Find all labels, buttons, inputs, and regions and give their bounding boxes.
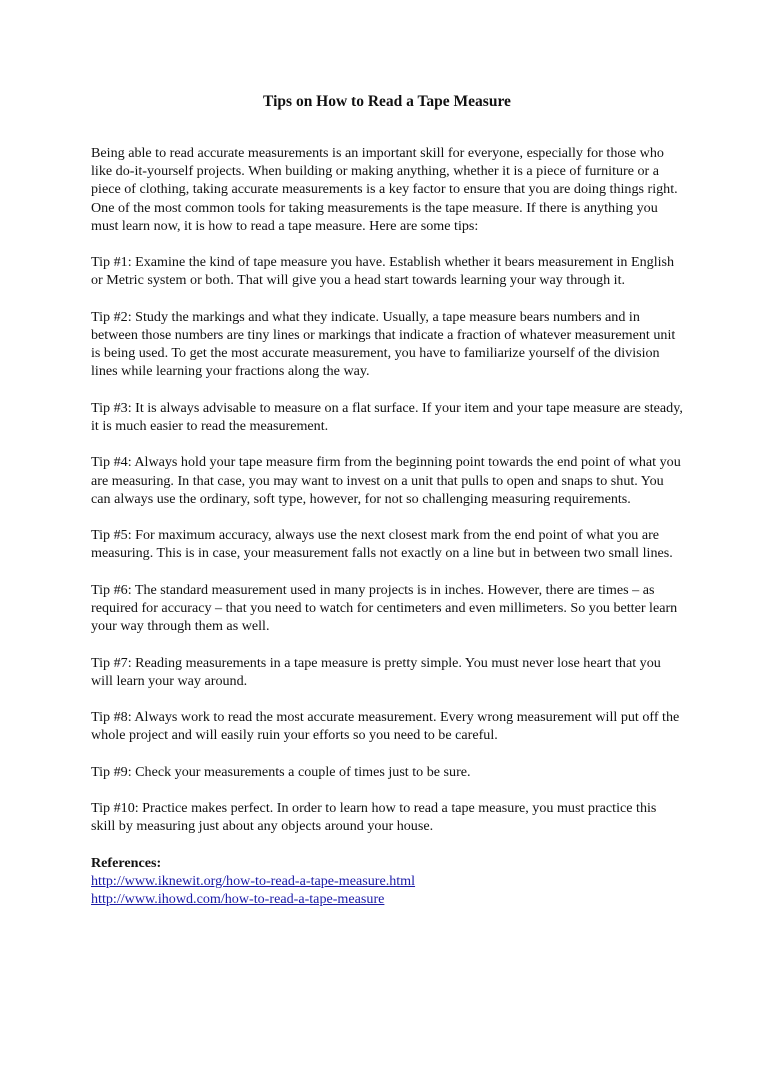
tip-9-paragraph: Tip #9: Check your measurements a couple of times just to be sure.	[91, 763, 471, 780]
tip-10-paragraph: Tip #10: Practice makes perfect. In order to learn how to read a tape measure, you must practice this skill by measuring just about any objects around your house.	[91, 800, 657, 835]
document-page	[91, 92, 683, 908]
tip-6-paragraph: Tip #6: The standard measurement used in many projects is in inches. However, there are times – as required for accuracy – that you need to watch for centimeters and even millimeters. So you better learn your way through them as well.	[91, 581, 678, 635]
tip-4-paragraph: Tip #4: Always hold your tape measure firm from the beginning point towards the end point of what you are measuring. In that case, you may want to invest on a unit that pulls to open and snaps to shut. You can always use the ordinary, soft type, however, for not so challenging measuring requirements.	[91, 454, 681, 507]
tip-2-paragraph: Tip #2: Study the markings and what they indicate. Usually, a tape measure bears numbers and in between those numbers are tiny lines or markings that indicate a fraction of whatever measurement unit is being used. To get the most accurate measurement, you have to familiarize yourself of the division lines while learning your fractions along the way.	[91, 308, 676, 380]
intro-paragraph: Being able to read accurate measurements is an important skill for everyone, especially for those who like do-it-yourself projects. When building or making anything, whether it is a piece of furniture or a piece of clothing, taking accurate measurements is a key factor to ensure that you are doing things right. One of the most common tools for taking measurements is the tape measure. If there is anything you must learn now, it is how to read a tape measure. Here are some tips:	[91, 145, 678, 234]
references-section	[91, 854, 683, 909]
document-title: Tips on How to Read a Tape Measure	[263, 93, 511, 110]
tip-3-paragraph: Tip #3: It is always advisable to measure on a flat surface. If your item and your tape measure are steady, it is much easier to read the measurement.	[91, 399, 683, 434]
tip-7-paragraph: Tip #7: Reading measurements in a tape measure is pretty simple. You must never lose heart that you will learn your way around.	[91, 654, 661, 689]
tip-1-paragraph: Tip #1: Examine the kind of tape measure you have. Establish whether it bears measurement in English or Metric system or both. That will give you a head start towards learning your way through it.	[91, 254, 675, 289]
reference-link-ihowd[interactable]: http://www.ihowd.com/how-to-read-a-tape-measure	[91, 891, 385, 908]
references-heading: References:	[91, 854, 162, 871]
reference-link-iknewit[interactable]: http://www.iknewit.org/how-to-read-a-tape-measure.html	[91, 872, 416, 889]
tip-8-paragraph: Tip #8: Always work to read the most accurate measurement. Every wrong measurement will put off the whole project and will easily ruin your efforts so you need to be careful.	[91, 709, 680, 744]
tip-5-paragraph: Tip #5: For maximum accuracy, always use the next closest mark from the end point of what you are measuring. This is in case, your measurement falls not exactly on a line but in between two small lines.	[91, 527, 673, 562]
